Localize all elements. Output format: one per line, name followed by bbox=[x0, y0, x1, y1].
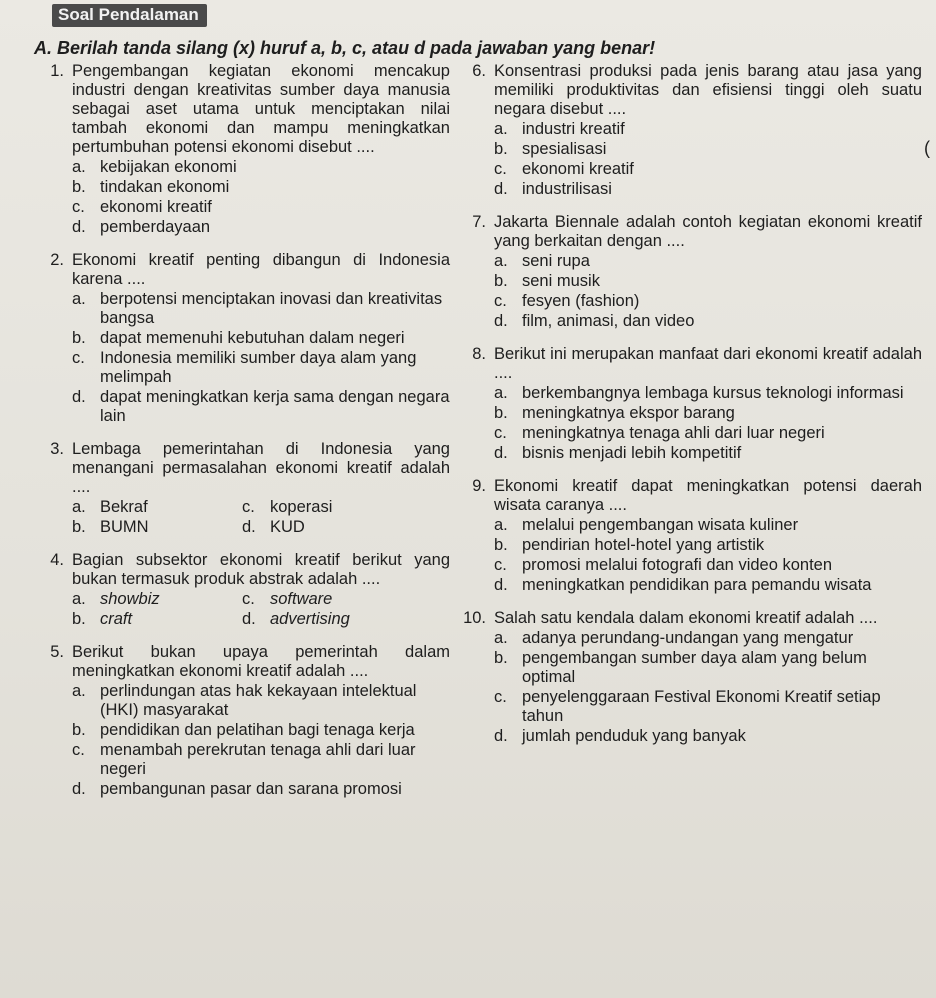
question-text: Konsentrasi produksi pada jenis barang atau jasa yang memiliki produktivitas dan efisiensi tinggi oleh suatu negara disebut .... bbox=[494, 62, 922, 118]
option-c[interactable]: c. fesyen (fashion) bbox=[494, 292, 640, 310]
option-c[interactable]: c. meningkatnya tenaga ahli dari luar negeri bbox=[494, 424, 825, 442]
option-c[interactable]: c. ekonomi kreatif bbox=[72, 198, 212, 216]
question-number: 10. bbox=[463, 609, 486, 627]
question-6 bbox=[452, 62, 922, 199]
option-d[interactable]: d. advertising bbox=[242, 610, 350, 628]
instruction-text: A. Berilah tanda silang (x) huruf a, b, c, atau d pada jawaban yang benar! bbox=[34, 38, 656, 58]
question-text: Salah satu kendala dalam ekonomi kreatif adalah .... bbox=[494, 609, 878, 627]
option-b[interactable]: b. spesialisasi bbox=[494, 140, 607, 158]
option-b[interactable]: b. craft bbox=[72, 610, 133, 628]
option-c[interactable]: c. Indonesia memiliki sumber daya alam yang melimpah bbox=[72, 349, 417, 386]
question-3 bbox=[30, 440, 450, 537]
right-column bbox=[452, 62, 922, 754]
option-c[interactable]: c. penyelenggaraan Festival Ekonomi Kreatif setiap tahun bbox=[494, 688, 881, 725]
option-d[interactable]: d. jumlah penduduk yang banyak bbox=[494, 727, 746, 745]
option-c[interactable]: c. ekonomi kreatif bbox=[494, 160, 634, 178]
question-number: 4. bbox=[50, 551, 64, 569]
question-text: Bagian subsektor ekonomi kreatif berikut yang bukan termasuk produk abstrak adalah .... bbox=[72, 551, 450, 588]
question-number: 2. bbox=[50, 251, 64, 269]
question-9 bbox=[452, 477, 922, 595]
question-number: 9. bbox=[472, 477, 486, 495]
question-text: Ekonomi kreatif penting dibangun di Indonesia karena .... bbox=[72, 251, 450, 288]
question-1 bbox=[30, 62, 450, 237]
question-5 bbox=[30, 643, 450, 799]
option-d[interactable]: d. meningkatkan pendidikan para pemandu wisata bbox=[494, 576, 872, 594]
option-a[interactable]: a. perlindungan atas hak kekayaan intelektual (HKI) masyarakat bbox=[72, 682, 417, 719]
option-b[interactable]: b. meningkatnya ekspor barang bbox=[494, 404, 735, 422]
left-column bbox=[30, 62, 450, 807]
question-text: Pengembangan kegiatan ekonomi mencakup industri dengan kreativitas sumber daya manusia sebagai aset utama untuk menciptakan nilai tambah ekonomi dan mampu meningkatkan pertumbuhan potensi ekonomi disebut .... bbox=[72, 62, 450, 156]
option-d[interactable]: d. industrilisasi bbox=[494, 180, 612, 198]
option-d[interactable]: d. dapat meningkatkan kerja sama dengan negara lain bbox=[72, 388, 450, 425]
option-d[interactable]: d. pemberdayaan bbox=[72, 218, 211, 236]
option-a[interactable]: a. Bekraf bbox=[72, 498, 148, 516]
question-number: 6. bbox=[472, 62, 486, 80]
question-2 bbox=[30, 251, 450, 426]
option-d[interactable]: d. bisnis menjadi lebih kompetitif bbox=[494, 444, 742, 462]
question-number: 3. bbox=[50, 440, 64, 458]
option-a[interactable]: a. berpotensi menciptakan inovasi dan kreativitas bangsa bbox=[72, 290, 443, 327]
option-a[interactable]: a. berkembangnya lembaga kursus teknologi informasi bbox=[494, 384, 904, 402]
option-a[interactable]: a. kebijakan ekonomi bbox=[72, 158, 237, 176]
option-c[interactable]: c. koperasi bbox=[242, 498, 333, 516]
option-d[interactable]: d. film, animasi, dan video bbox=[494, 312, 695, 330]
question-text: Berikut bukan upaya pemerintah dalam meningkatkan ekonomi kreatif adalah .... bbox=[72, 643, 450, 680]
option-a[interactable]: a. showbiz bbox=[72, 590, 160, 608]
option-d[interactable]: d. pembangunan pasar dan sarana promosi bbox=[72, 780, 402, 798]
question-number: 1. bbox=[50, 62, 64, 80]
option-d[interactable]: d. KUD bbox=[242, 518, 305, 536]
question-text: Ekonomi kreatif dapat meningkatkan potensi daerah wisata caranya .... bbox=[494, 477, 922, 514]
question-number: 7. bbox=[472, 213, 486, 231]
question-7 bbox=[452, 213, 922, 331]
option-b[interactable]: b. BUMN bbox=[72, 518, 149, 536]
option-b[interactable]: b. seni musik bbox=[494, 272, 600, 290]
option-c[interactable]: c. menambah perekrutan tenaga ahli dari luar negeri bbox=[72, 741, 416, 778]
option-b[interactable]: b. tindakan ekonomi bbox=[72, 178, 230, 196]
section-title: Soal Pendalaman bbox=[52, 4, 207, 27]
option-b[interactable]: b. pendirian hotel-hotel yang artistik bbox=[494, 536, 765, 554]
option-a[interactable]: a. adanya perundang-undangan yang mengatur bbox=[494, 629, 854, 647]
question-number: 8. bbox=[472, 345, 486, 363]
option-c[interactable]: c. software bbox=[242, 590, 333, 608]
margin-mark: ( bbox=[924, 138, 930, 158]
option-a[interactable]: a. melalui pengembangan wisata kuliner bbox=[494, 516, 799, 534]
option-c[interactable]: c. promosi melalui fotografi dan video konten bbox=[494, 556, 833, 574]
question-text: Lembaga pemerintahan di Indonesia yang menangani permasalahan ekonomi kreatif adalah .... bbox=[72, 440, 450, 496]
question-text: Jakarta Biennale adalah contoh kegiatan ekonomi kreatif yang berkaitan dengan .... bbox=[494, 213, 922, 250]
option-b[interactable]: b. pendidikan dan pelatihan bagi tenaga kerja bbox=[72, 721, 415, 739]
option-b[interactable]: b. pengembangan sumber daya alam yang belum optimal bbox=[494, 649, 867, 686]
question-8 bbox=[452, 345, 922, 463]
question-10 bbox=[452, 609, 922, 746]
option-a[interactable]: a. industri kreatif bbox=[494, 120, 625, 138]
option-a[interactable]: a. seni rupa bbox=[494, 252, 590, 270]
question-4 bbox=[30, 551, 450, 629]
option-b[interactable]: b. dapat memenuhi kebutuhan dalam negeri bbox=[72, 329, 405, 347]
question-number: 5. bbox=[50, 643, 64, 661]
question-text: Berikut ini merupakan manfaat dari ekonomi kreatif adalah .... bbox=[494, 345, 922, 382]
